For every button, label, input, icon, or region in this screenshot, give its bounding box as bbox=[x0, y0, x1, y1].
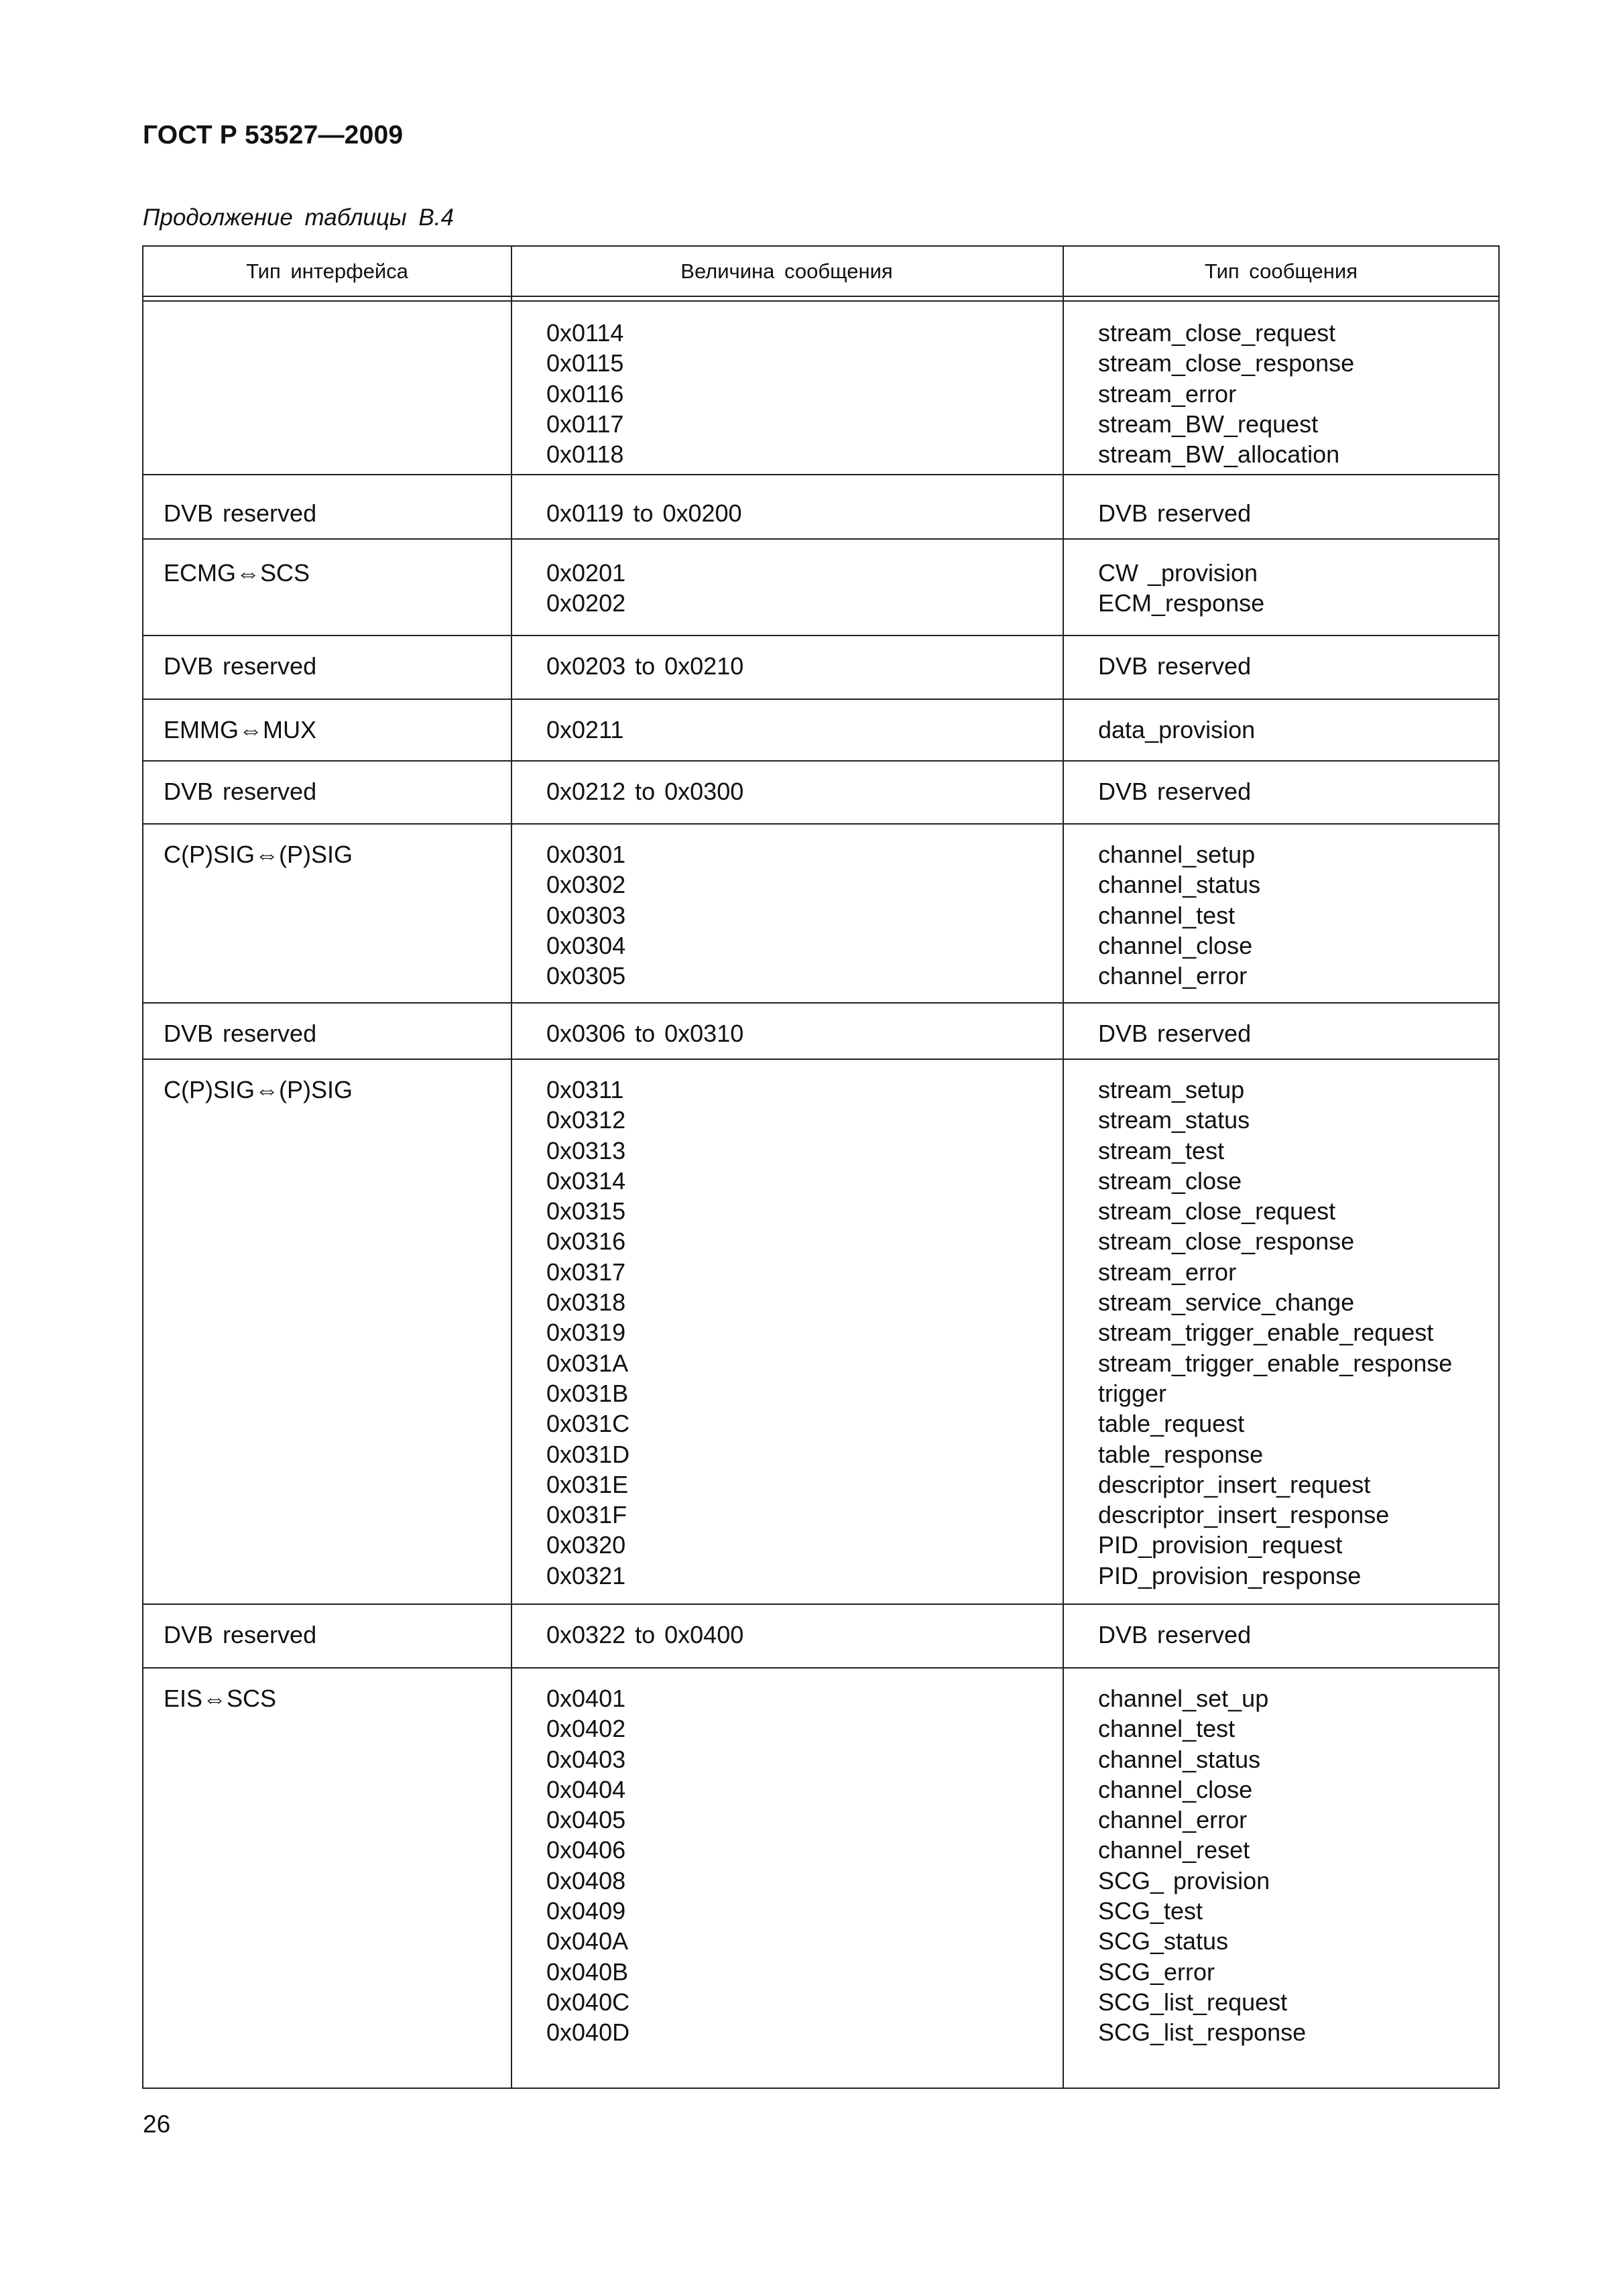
message-value: 0x0302 bbox=[546, 871, 626, 899]
message-value: 0x0320 bbox=[546, 1531, 626, 1559]
message-type: stream_service_change bbox=[1098, 1288, 1355, 1317]
message-value-cell bbox=[546, 1683, 629, 2048]
table-row bbox=[143, 700, 1498, 762]
header-double-rule bbox=[143, 300, 1498, 302]
interface-type-cell bbox=[164, 558, 310, 588]
message-type: stream_close_response bbox=[1098, 349, 1355, 377]
message-type: stream_close_request bbox=[1098, 319, 1336, 347]
message-type: ECM_response bbox=[1098, 589, 1265, 617]
message-type: channel_test bbox=[1098, 1715, 1236, 1743]
message-value-cell bbox=[546, 715, 623, 745]
header-message-value: Величина сообщения bbox=[680, 259, 893, 283]
message-type-cell bbox=[1098, 558, 1264, 619]
message-type-cell bbox=[1098, 1018, 1251, 1048]
message-value: 0x0313 bbox=[546, 1136, 626, 1164]
interface-type-cell bbox=[164, 498, 316, 528]
interface-type: DVB reserved bbox=[164, 778, 317, 805]
message-value-cell bbox=[546, 558, 625, 619]
message-type: stream_status bbox=[1098, 1106, 1250, 1134]
interface-type-cell bbox=[164, 1075, 353, 1105]
message-value: 0x0401 bbox=[546, 1685, 626, 1712]
message-value: 0x0311 bbox=[546, 1076, 624, 1103]
message-value: 0x031B bbox=[546, 1379, 629, 1407]
standard-header: ГОСТ Р 53527—2009 bbox=[143, 121, 404, 149]
message-value: 0x0406 bbox=[546, 1836, 626, 1864]
message-type: SCG_error bbox=[1098, 1957, 1215, 1986]
message-type: stream_close bbox=[1098, 1166, 1242, 1195]
message-value: 0x040B bbox=[546, 1957, 629, 1986]
message-type: PID_provision_response bbox=[1098, 1561, 1362, 1589]
message-value: 0x0312 bbox=[546, 1106, 626, 1134]
message-value-cell bbox=[546, 1018, 743, 1048]
message-type: SCG_test bbox=[1098, 1897, 1203, 1925]
interface-type-cell bbox=[164, 776, 316, 806]
interface-type: C(P)SIG⇔(P)SIG bbox=[164, 841, 353, 868]
interface-type: DVB reserved bbox=[164, 499, 317, 527]
page-number: 26 bbox=[143, 2110, 171, 2138]
message-value-cell bbox=[546, 1075, 629, 1591]
message-type-cell bbox=[1098, 651, 1251, 681]
message-type: stream_BW_allocation bbox=[1098, 440, 1340, 469]
message-type: stream_BW_request bbox=[1098, 410, 1319, 438]
message-type: DVB reserved bbox=[1098, 1020, 1252, 1047]
message-type: channel_test bbox=[1098, 901, 1236, 929]
message-value: 0x0117 bbox=[546, 410, 624, 438]
message-type: stream_test bbox=[1098, 1136, 1225, 1164]
message-type: descriptor_insert_response bbox=[1098, 1501, 1390, 1529]
table-row bbox=[143, 540, 1498, 636]
message-value-cell bbox=[546, 839, 625, 991]
message-type: DVB reserved bbox=[1098, 652, 1252, 680]
message-value: 0x0114 bbox=[546, 319, 624, 347]
message-value: 0x0201 bbox=[546, 559, 626, 587]
message-value: 0x0405 bbox=[546, 1806, 626, 1834]
message-type: channel_error bbox=[1098, 1806, 1248, 1834]
message-type-cell bbox=[1098, 715, 1255, 745]
message-type: channel_reset bbox=[1098, 1836, 1250, 1864]
message-value-cell bbox=[546, 1620, 743, 1650]
column-divider bbox=[1063, 247, 1064, 2088]
interface-type: EMMG⇔MUX bbox=[164, 716, 316, 743]
message-value: 0x0404 bbox=[546, 1775, 626, 1803]
message-value: 0x040A bbox=[546, 1927, 629, 1955]
message-value: 0x0119 to 0x0200 bbox=[546, 499, 742, 527]
message-value: 0x0116 bbox=[546, 379, 624, 408]
message-value: 0x031D bbox=[546, 1440, 630, 1468]
message-type-cell bbox=[1098, 1075, 1452, 1591]
message-type: stream_setup bbox=[1098, 1076, 1245, 1103]
message-value: 0x0316 bbox=[546, 1227, 626, 1256]
message-value: 0x040D bbox=[546, 2018, 630, 2047]
message-type: DVB reserved bbox=[1098, 778, 1252, 805]
message-type-cell bbox=[1098, 1683, 1306, 2048]
interface-type: C(P)SIG⇔(P)SIG bbox=[164, 1076, 353, 1103]
message-value: 0x0314 bbox=[546, 1166, 626, 1195]
header-message-type: Тип сообщения bbox=[1205, 259, 1358, 283]
message-value: 0x0321 bbox=[546, 1561, 626, 1589]
message-value: 0x0318 bbox=[546, 1288, 626, 1317]
message-type: SCG_list_request bbox=[1098, 1988, 1288, 2016]
message-type: stream_close_request bbox=[1098, 1197, 1336, 1225]
message-type: stream_error bbox=[1098, 1258, 1237, 1286]
message-value: 0x0304 bbox=[546, 931, 626, 959]
message-value: 0x0212 to 0x0300 bbox=[546, 778, 744, 805]
message-type: channel_close bbox=[1098, 931, 1253, 959]
interface-type-cell bbox=[164, 715, 316, 745]
table-caption: Продолжение таблицы В.4 bbox=[143, 204, 454, 231]
interface-type-cell bbox=[164, 1683, 276, 1713]
message-value: 0x0402 bbox=[546, 1715, 626, 1743]
message-value-cell bbox=[546, 776, 743, 806]
message-value: 0x0403 bbox=[546, 1745, 626, 1773]
table-row bbox=[143, 1004, 1498, 1060]
message-type: SCG_ provision bbox=[1098, 1866, 1270, 1894]
table-row bbox=[143, 762, 1498, 825]
interface-type-cell bbox=[164, 1620, 316, 1650]
message-type: channel_close bbox=[1098, 1775, 1253, 1803]
message-value: 0x0409 bbox=[546, 1897, 626, 1925]
message-type: DVB reserved bbox=[1098, 1621, 1252, 1648]
message-value: 0x0203 to 0x0210 bbox=[546, 652, 744, 680]
message-type: stream_trigger_enable_request bbox=[1098, 1319, 1434, 1347]
message-type-cell bbox=[1098, 776, 1251, 806]
message-type-cell bbox=[1098, 498, 1251, 528]
message-value-cell bbox=[546, 651, 743, 681]
message-type-cell bbox=[1098, 839, 1260, 991]
message-type: descriptor_insert_request bbox=[1098, 1470, 1371, 1498]
message-value: 0x0303 bbox=[546, 901, 626, 929]
table-row bbox=[143, 1605, 1498, 1669]
message-value: 0x031C bbox=[546, 1410, 630, 1438]
message-type: stream_trigger_enable_response bbox=[1098, 1349, 1453, 1377]
interface-type-cell bbox=[164, 839, 353, 869]
table-row bbox=[143, 636, 1498, 700]
message-type: data_provision bbox=[1098, 716, 1256, 743]
message-value: 0x0322 to 0x0400 bbox=[546, 1621, 744, 1648]
table-row bbox=[143, 312, 1498, 475]
message-type: DVB reserved bbox=[1098, 499, 1252, 527]
message-value: 0x0319 bbox=[546, 1319, 626, 1347]
table-row bbox=[143, 475, 1498, 540]
table-row bbox=[143, 1060, 1498, 1605]
message-type: SCG_status bbox=[1098, 1927, 1229, 1955]
message-value: 0x031F bbox=[546, 1501, 627, 1529]
interface-type: EIS⇔SCS bbox=[164, 1685, 277, 1712]
message-type: channel_error bbox=[1098, 962, 1248, 990]
message-value: 0x0306 to 0x0310 bbox=[546, 1020, 744, 1047]
message-type: CW _provision bbox=[1098, 559, 1258, 587]
interface-type: DVB reserved bbox=[164, 1621, 317, 1648]
message-table bbox=[142, 245, 1500, 2089]
message-value: 0x0115 bbox=[546, 349, 624, 377]
message-type: SCG_list_response bbox=[1098, 2018, 1307, 2047]
message-type: channel_status bbox=[1098, 871, 1261, 899]
message-value: 0x0315 bbox=[546, 1197, 626, 1225]
message-value: 0x031A bbox=[546, 1349, 629, 1377]
message-type: table_response bbox=[1098, 1440, 1264, 1468]
interface-type-cell bbox=[164, 1018, 316, 1048]
table-row bbox=[143, 825, 1498, 1004]
message-value: 0x0317 bbox=[546, 1258, 626, 1286]
message-type: stream_error bbox=[1098, 379, 1237, 408]
table-header-row bbox=[143, 247, 1498, 297]
message-type: PID_provision_request bbox=[1098, 1531, 1343, 1559]
interface-type-cell bbox=[164, 651, 316, 681]
interface-type: ECMG⇔SCS bbox=[164, 559, 310, 587]
message-value: 0x031E bbox=[546, 1470, 629, 1498]
message-type-cell bbox=[1098, 318, 1354, 469]
interface-type: DVB reserved bbox=[164, 652, 317, 680]
column-divider bbox=[511, 247, 512, 2088]
message-value: 0x0301 bbox=[546, 841, 626, 868]
message-type-cell bbox=[1098, 1620, 1251, 1650]
table-row bbox=[143, 1669, 1498, 2089]
message-value: 0x040C bbox=[546, 1988, 630, 2016]
header-interface-type: Тип интерфейса bbox=[246, 259, 408, 283]
message-value: 0x0211 bbox=[546, 716, 624, 743]
interface-type: DVB reserved bbox=[164, 1020, 317, 1047]
message-type: table_request bbox=[1098, 1410, 1245, 1438]
message-value: 0x0202 bbox=[546, 589, 626, 617]
message-type: stream_close_response bbox=[1098, 1227, 1355, 1256]
message-value: 0x0118 bbox=[546, 440, 624, 469]
message-type: channel_setup bbox=[1098, 841, 1256, 868]
message-value: 0x0408 bbox=[546, 1866, 626, 1894]
message-value-cell bbox=[546, 498, 742, 528]
message-value-cell bbox=[546, 318, 623, 469]
message-value: 0x0305 bbox=[546, 962, 626, 990]
message-type: channel_set_up bbox=[1098, 1685, 1269, 1712]
message-type: trigger bbox=[1098, 1379, 1167, 1407]
message-type: channel_status bbox=[1098, 1745, 1261, 1773]
